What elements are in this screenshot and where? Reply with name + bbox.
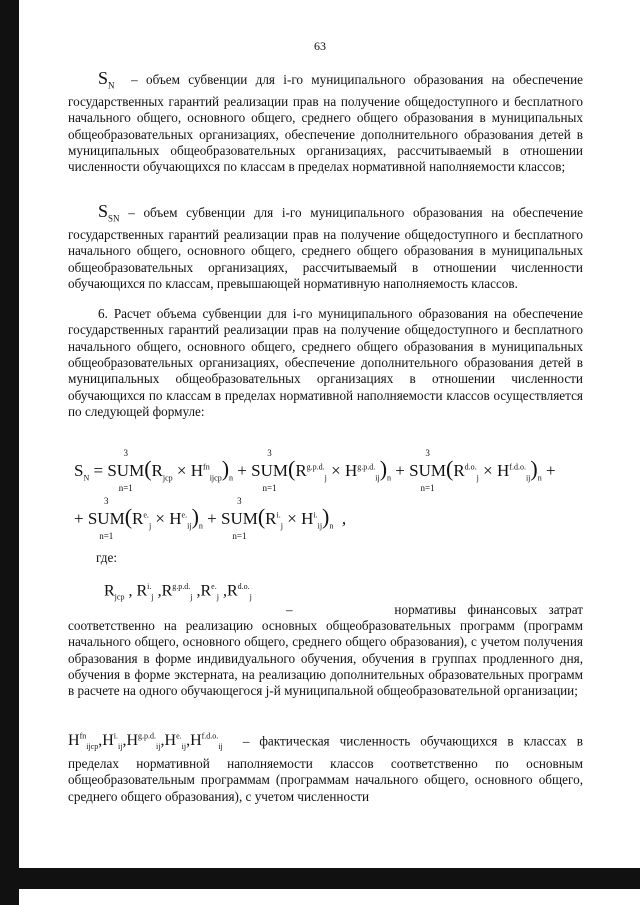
- sn-definition: [68, 70, 583, 176]
- formula-line-2: + SUM 3 n=1 $(R^{e.}_j \times H^{e.}_{ij})_n$ + SUM 3 n=1 $(R^{i.}_j \times H^{i.}_{ij})_n$ ,: [74, 496, 347, 541]
- fact-count-description: – фактическая численность обучающихся в классах в пределах нормативной наполняемости классов соответственно по основным общеобразовательным программам (программам начального общего, основного общего, среднего общего образования), с учетом численности: [68, 733, 583, 804]
- normatives-first-line: – нормативы финансовых затрат: [286, 602, 584, 617]
- where-label: где:: [96, 550, 117, 565]
- ssn-description: – объем субвенции для i-го муниципального образования на обеспечение государственных гарантий реализации прав на получение общедоступного и бесплатного начального общего, основного общего, среднего общего образования в муниципальных общеобразовательных организациях, рассчитываемый в отношении численности обучающихся по классам, превышающей нормативную наполняемость классов.: [68, 205, 583, 291]
- ssn-definition: [68, 203, 583, 292]
- formula-line-1: $S_N$ = SUM 3 n=1 $(R_{jcp} \times H^{fn}_{ijcp})_n$ + SUM 3 n=1 $(R^{g.p.d.}_j \times H^{g.p.d.}_{ij})_n$ + SUM 3 n=1 $(R^{d.o.}_j \times H^{f.d.o.}_{ij})_n$ +: [74, 448, 556, 493]
- sn-symbol: $S_N$: [98, 68, 115, 91]
- fact-count-symbols: $H^{fn}_{ijcp},H^{i.}_{ij},H^{g.p.d.}_{ij},H^{e.}_{ij},H^{f.d.o.}_{ij}$: [68, 732, 223, 752]
- sn-description: – объем субвенции для i-го муниципального образования на обеспечение государственных гарантий реализации прав на получение общедоступного и бесплатного начального общего, основного общего, среднего общего образования в муниципальных общеобразовательных организациях, обеспечение дополнительного образования детей в муниципальных общеобразовательных организациях, рассчитываемый в отношении численности обучающихся по классам в пределах нормативной наполняемости классов;: [68, 72, 583, 175]
- scan-border-left: [0, 0, 19, 905]
- ssn-symbol: $S_{SN}$: [98, 201, 120, 224]
- scan-border-bottom: [0, 868, 640, 889]
- page-number: 63: [314, 39, 326, 53]
- paragraph-6: 6. Расчет объема субвенции для i-го муниципального образования на обеспечение государственных гарантий реализации прав на получение общедоступного и бесплатного начального общего, основного общего, среднего общего образования в муниципальных общеобразовательных организациях, обеспечение дополнительного образования детей в муниципальных общеобразовательных организациях в отношении численности обучающихся по классам в пределах нормативной наполняемости классов осуществляется по следующей формуле:: [68, 306, 583, 420]
- normatives-description: соответственно на реализацию основных общеобразовательных программ (программ начального общего, основного общего, среднего общего образования), с учетом получения образования в форме индивидуального обучения, обучения в группах продленного дня, обучения в форме экстерната, на реализацию дополнительных образовательных программ в расчете на одного обучающегося j-й муниципальной общеобразовательной организации;: [68, 618, 583, 699]
- normative-symbols: $R_{jcp}$ , $R^{i.}_j$ $,R^{g.p.d.}_j$ $,R^{e.}_j$ $,R^{d.o.}_j$: [104, 582, 252, 602]
- fact-count-definition: [68, 729, 583, 805]
